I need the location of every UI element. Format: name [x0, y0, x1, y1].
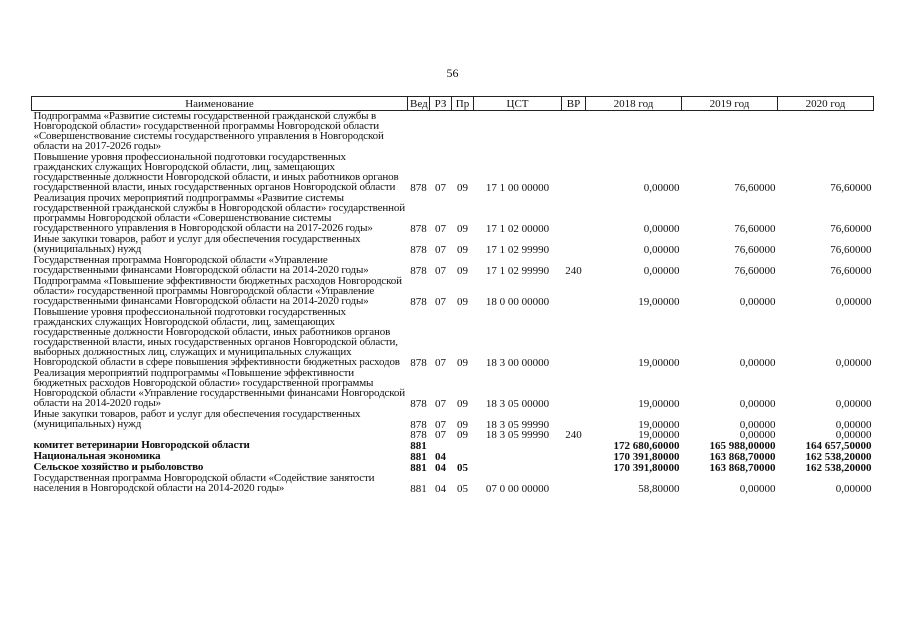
row-2020: 0,00000 — [835, 483, 872, 495]
row-2018 — [586, 111, 682, 153]
row-cst — [474, 451, 562, 462]
row-2020: 164 657,50000 — [805, 440, 872, 452]
row-ved: 878 — [410, 223, 427, 235]
row-name: Иные закупки товаров, работ и услуг для обеспечения государственных (муниципальных) нужд — [33, 408, 361, 430]
row-name: Национальная экономика — [33, 450, 161, 462]
row-2019: 163 868,70000 — [709, 451, 776, 463]
row-name: Государственная программа Новгородской области «Управление государственными финансами Новгородской области на 2014-2020 годы» — [33, 254, 369, 276]
row-pr: 09 — [457, 182, 468, 194]
table-row — [32, 111, 874, 153]
row-cst: 07 0 00 00000 — [485, 483, 550, 495]
row-2020: 76,60000 — [830, 244, 872, 256]
row-pr — [452, 451, 474, 462]
col-header-2018: 2018 год — [586, 97, 682, 111]
row-2018: 58,80000 — [638, 483, 680, 495]
page-number: 56 — [446, 66, 459, 80]
row-name: Иные закупки товаров, работ и услуг для обеспечения государственных (муниципальных) нужд — [33, 233, 361, 255]
row-cst — [474, 440, 562, 451]
row-cst: 17 1 00 00000 — [485, 182, 550, 194]
row-rz: 07 — [435, 296, 446, 308]
row-2020: 0,00000 — [835, 429, 872, 441]
row-rz: 07 — [435, 419, 446, 431]
row-ved: 881 — [410, 462, 427, 474]
col-header-vr: ВР — [562, 97, 586, 111]
table-header — [32, 97, 874, 111]
table-row — [32, 473, 874, 494]
row-rz: 07 — [435, 244, 446, 256]
row-2019: 76,60000 — [734, 244, 776, 256]
row-2018: 170 391,80000 — [613, 451, 680, 463]
row-pr: 09 — [457, 265, 468, 277]
row-2019 — [682, 111, 778, 153]
row-2019: 163 868,70000 — [709, 462, 776, 474]
row-vr — [562, 276, 586, 307]
row-2019: 76,60000 — [734, 223, 776, 235]
row-rz — [430, 440, 452, 451]
row-vr — [562, 111, 586, 153]
row-2018: 19,00000 — [638, 296, 680, 308]
row-rz: 04 — [435, 451, 446, 463]
row-2018: 19,00000 — [638, 419, 680, 431]
row-cst: 18 3 05 99990 — [485, 429, 550, 441]
row-vr — [562, 440, 586, 451]
row-ved: 878 — [410, 296, 427, 308]
col-header-2020: 2020 год — [778, 97, 874, 111]
row-pr: 09 — [457, 429, 468, 441]
table-row — [32, 152, 874, 193]
row-2018: 19,00000 — [638, 398, 680, 410]
row-2020: 162 538,20000 — [805, 451, 872, 463]
row-name: Подпрограмма «Развитие системы государственной гражданской службы в Новгородской области» государственной программы Новгородской области «Совершенствование системы государственного управления в Новгородской области на 2017-2026 годы» — [33, 110, 384, 152]
row-vr — [562, 193, 586, 234]
row-pr: 09 — [457, 398, 468, 410]
row-2018: 0,00000 — [643, 265, 680, 277]
table-row — [32, 368, 874, 409]
row-vr — [562, 152, 586, 193]
row-pr: 05 — [457, 483, 468, 495]
row-ved: 878 — [410, 419, 427, 431]
row-2019: 0,00000 — [739, 419, 776, 431]
row-rz: 04 — [435, 483, 446, 495]
row-ved: 878 — [410, 244, 427, 256]
row-2019: 165 988,00000 — [709, 440, 776, 452]
row-2019: 0,00000 — [739, 357, 776, 369]
row-vr — [562, 234, 586, 255]
row-vr: 240 — [565, 265, 582, 277]
row-pr: 09 — [457, 244, 468, 256]
col-header-ved: Вед — [408, 97, 430, 111]
row-ved: 878 — [410, 265, 427, 277]
row-pr: 09 — [457, 296, 468, 308]
table-row — [32, 276, 874, 307]
row-name: Подпрограмма «Повышение эффективности бюджетных расходов Новгородской области» государственной программы Новгородской области «Управление государственными финансами Новгородской области на 2014-2020 годы» — [33, 275, 402, 307]
budget-table — [31, 96, 874, 494]
row-2020: 0,00000 — [835, 398, 872, 410]
row-vr — [562, 451, 586, 462]
row-name: Государственная программа Новгородской области «Содействие занятости населения в Новгородской области на 2014-2020 годы» — [33, 472, 375, 494]
row-2018: 170 391,80000 — [613, 462, 680, 474]
table-row — [32, 234, 874, 255]
row-2020: 76,60000 — [830, 182, 872, 194]
row-name: Реализация мероприятий подпрограммы «Повышение эффективности бюджетных расходов Новгородской области» государственной программы Новгородской области «Управление государственными финансами Новгородской области на 2014-2020 годы» — [33, 367, 405, 409]
row-rz: 07 — [435, 357, 446, 369]
row-rz: 04 — [435, 462, 446, 474]
col-header-2019: 2019 год — [682, 97, 778, 111]
row-pr — [452, 440, 474, 451]
row-ved: 881 — [410, 451, 427, 463]
row-cst — [474, 111, 562, 153]
table-row — [32, 193, 874, 234]
row-2018: 172 680,60000 — [613, 440, 680, 452]
row-2020: 0,00000 — [835, 296, 872, 308]
row-name: Повышение уровня профессиональной подготовки государственных гражданских служащих Новгородской области, лиц, замещающих государственные должности Новгородской области, иных работников органов государственной власти, иных государственных органов Новгородской области, выборных должностных лиц, служащих и муниципальных служащих Новгородской области в сфере повышения эффективности бюджетных расходов — [33, 306, 400, 368]
row-pr: 09 — [457, 419, 468, 431]
row-ved: 881 — [410, 440, 427, 452]
row-2020: 162 538,20000 — [805, 462, 872, 474]
row-ved: 878 — [410, 398, 427, 410]
row-rz: 07 — [435, 223, 446, 235]
row-cst: 18 0 00 00000 — [485, 296, 550, 308]
row-vr — [562, 368, 586, 409]
col-header-cst: ЦСТ — [474, 97, 562, 111]
col-header-rz: РЗ — [430, 97, 452, 111]
row-cst: 17 1 02 00000 — [485, 223, 550, 235]
table-row — [32, 409, 874, 430]
row-rz: 07 — [435, 429, 446, 441]
row-2019: 0,00000 — [739, 398, 776, 410]
table-row — [32, 255, 874, 276]
row-2020: 76,60000 — [830, 265, 872, 277]
row-cst: 18 3 05 00000 — [485, 398, 550, 410]
row-ved — [408, 111, 430, 153]
row-cst: 18 3 05 99990 — [485, 419, 550, 431]
row-cst — [474, 462, 562, 473]
row-vr — [562, 409, 586, 430]
row-name: Реализация прочих мероприятий подпрограммы «Развитие системы государственной гражданской службы в Новгородской области» государственной программы Новгородской области «Совершенствование системы государственного управления в Новгородской области на 2017-2026 годы» — [33, 192, 405, 234]
row-ved: 878 — [410, 357, 427, 369]
row-cst: 17 1 02 99990 — [485, 265, 550, 277]
col-header-name: Наименование — [32, 97, 408, 111]
row-rz: 07 — [435, 265, 446, 277]
row-ved: 878 — [410, 182, 427, 194]
row-vr — [562, 473, 586, 494]
row-2019: 0,00000 — [739, 429, 776, 441]
row-2018: 0,00000 — [643, 244, 680, 256]
table-row — [32, 307, 874, 368]
row-ved: 881 — [410, 483, 427, 495]
col-header-pr: Пр — [452, 97, 474, 111]
row-2018: 19,00000 — [638, 429, 680, 441]
row-ved: 878 — [410, 429, 427, 441]
row-name: Сельское хозяйство и рыболовство — [33, 461, 204, 473]
row-pr: 09 — [457, 357, 468, 369]
row-cst: 17 1 02 99990 — [485, 244, 550, 256]
row-pr: 05 — [457, 462, 468, 474]
row-2020: 76,60000 — [830, 223, 872, 235]
row-2020: 0,00000 — [835, 419, 872, 431]
row-2020 — [778, 111, 874, 153]
row-2019: 76,60000 — [734, 265, 776, 277]
row-2018: 0,00000 — [643, 223, 680, 235]
row-rz: 07 — [435, 398, 446, 410]
row-2019: 0,00000 — [739, 483, 776, 495]
row-2018: 0,00000 — [643, 182, 680, 194]
row-vr: 240 — [565, 429, 582, 441]
row-pr: 09 — [457, 223, 468, 235]
row-2019: 0,00000 — [739, 296, 776, 308]
row-vr — [562, 307, 586, 368]
row-name: Повышение уровня профессиональной подготовки государственных гражданских служащих Новгородской области, лиц, замещающих государственные должности Новгородской области, и иных работников органов государственной власти, иных государственных органов Новгородской области — [33, 151, 399, 193]
row-2020: 0,00000 — [835, 357, 872, 369]
row-vr — [562, 462, 586, 473]
row-2018: 19,00000 — [638, 357, 680, 369]
row-name: комитет ветеринарии Новгородской области — [33, 439, 250, 451]
row-rz: 07 — [435, 182, 446, 194]
row-cst: 18 3 00 00000 — [485, 357, 550, 369]
row-2019: 76,60000 — [734, 182, 776, 194]
row-rz — [430, 111, 452, 153]
row-pr — [452, 111, 474, 153]
